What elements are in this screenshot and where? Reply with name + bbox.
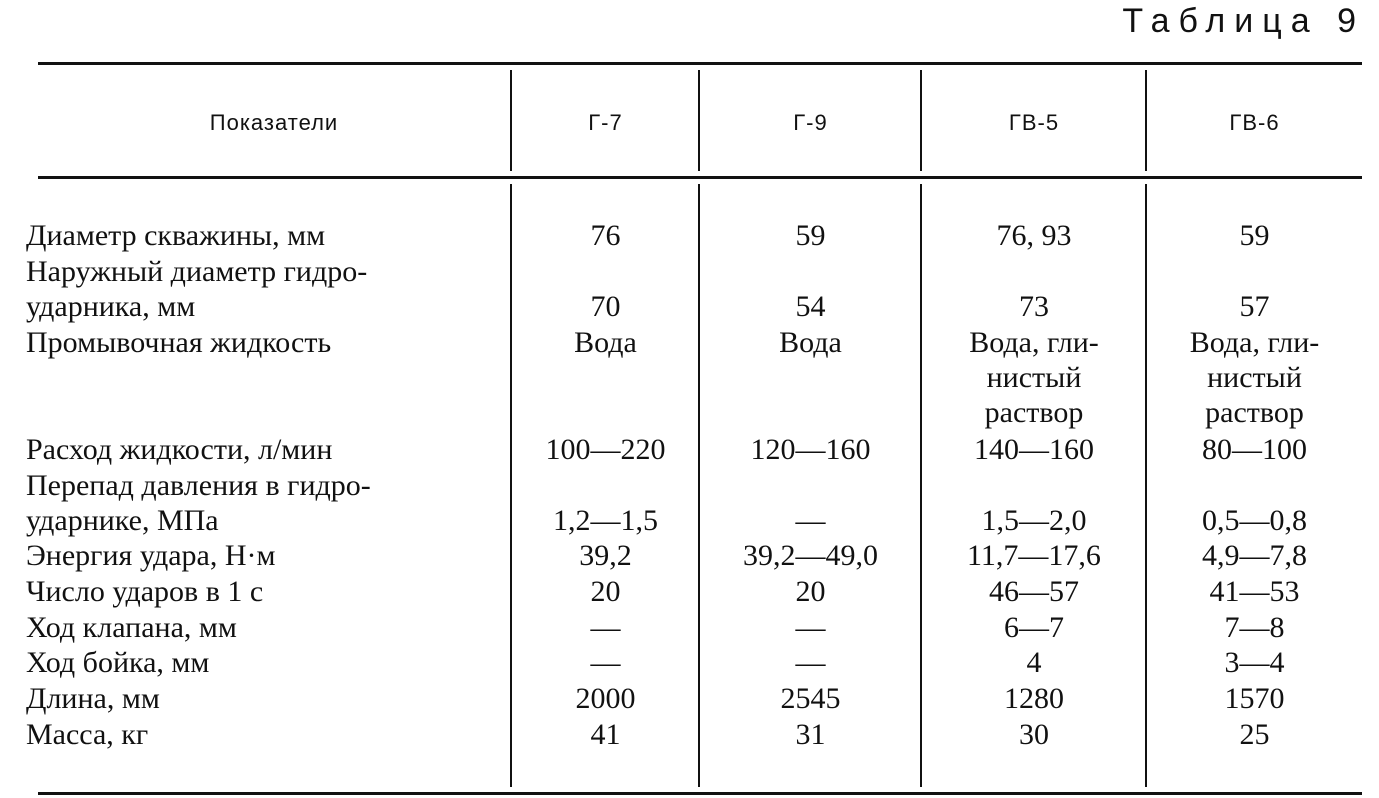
cell-outer-diameter-gv5: 73 [1019,290,1049,323]
cell-flow-g9: 120—160 [750,433,871,466]
cell-blows-g7: 20 [590,575,621,608]
cell-diameter-g7: 76 [590,219,621,252]
cell-energy-g9: 39,2—49,0 [743,539,878,572]
cell-flow-gv5: 140—160 [974,433,1094,466]
header-g7: Г-7 [588,110,623,135]
cell-length-g7: 2000 [575,682,636,715]
header-gv5: ГВ-5 [1008,110,1060,135]
cell-outer-diameter-g7: 70 [590,290,621,323]
cell-fluid-gv6-line1: Вода, гли- [1189,326,1320,359]
header-indicator: Показатели [209,110,339,135]
row-label-flow: Расход жидкости, л/мин [26,433,333,466]
top-rule [38,62,1362,65]
cell-outer-diameter-gv6: 57 [1239,290,1270,323]
row-label-valve-stroke: Ход клапана, мм [26,611,237,644]
cell-length-gv5: 1280 [1004,682,1064,715]
row-label-diameter: Диаметр скважины, мм [26,219,326,252]
cell-valve-stroke-g7: — [590,611,621,644]
row-label-mass: Масса, кг [26,718,149,751]
row-label-length: Длина, мм [26,682,160,715]
header-g9: Г-9 [793,110,828,135]
cell-diameter-g9: 59 [795,219,826,252]
row-label-striker-stroke: Ход бойка, мм [26,646,210,679]
cell-energy-gv5: 11,7—17,6 [967,539,1101,572]
cell-outer-diameter-g9: 54 [795,290,826,323]
cell-fluid-gv6-line2: нистый [1207,361,1302,394]
table-caption: Таблица 9 [1122,2,1365,40]
cell-mass-g7: 41 [590,718,621,751]
header-rule [38,176,1362,179]
cell-length-g9: 2545 [780,682,841,715]
cell-valve-stroke-g9: — [795,611,826,644]
row-label-pressure-1: Перепад давления в гидро- [26,469,371,502]
cell-pressure-gv5: 1,5—2,0 [981,504,1087,537]
cell-blows-gv6: 41—53 [1209,575,1300,608]
cell-pressure-g7: 1,2—1,5 [553,504,658,537]
cell-valve-stroke-gv5: 6—7 [1004,611,1064,644]
cell-flow-gv6: 80—100 [1202,433,1307,466]
row-label-pressure-2: ударнике, МПа [26,504,219,537]
cell-striker-stroke-gv6: 3—4 [1224,646,1285,679]
cell-fluid-gv5-line3: раствор [984,396,1084,429]
cell-mass-gv5: 30 [1019,718,1049,751]
cell-fluid-gv5-line1: Вода, гли- [969,326,1099,359]
row-label-outer-diameter-2: ударника, мм [26,290,196,323]
cell-pressure-g9: — [795,504,826,537]
cell-length-gv6: 1570 [1224,682,1285,715]
row-label-fluid: Промывочная жидкость [26,326,332,359]
cell-fluid-gv6-line3: раствор [1205,396,1304,429]
cell-fluid-g9: Вода [779,326,842,359]
row-label-blows: Число ударов в 1 с [26,575,264,608]
cell-mass-g9: 31 [795,718,826,751]
cell-pressure-gv6: 0,5—0,8 [1202,504,1307,537]
cell-mass-gv6: 25 [1239,718,1270,751]
cell-striker-stroke-g9: — [795,646,826,679]
row-label-energy: Энергия удара, Н·м [26,539,276,572]
bottom-rule [38,792,1362,795]
row-label-outer-diameter-1: Наружный диаметр гидро- [26,255,368,288]
cell-energy-gv6: 4,9—7,8 [1202,539,1307,572]
cell-blows-g9: 20 [795,575,826,608]
cell-diameter-gv6: 59 [1239,219,1270,252]
cell-blows-gv5: 46—57 [989,575,1079,608]
cell-fluid-gv5-line2: нистый [986,361,1082,394]
cell-diameter-gv5: 76, 93 [996,219,1072,252]
cell-striker-stroke-gv5: 4 [1026,646,1042,679]
header-gv6: ГВ-6 [1229,110,1280,135]
cell-striker-stroke-g7: — [590,646,621,679]
cell-valve-stroke-gv6: 7—8 [1224,611,1285,644]
cell-fluid-g7: Вода [574,326,637,359]
cell-flow-g7: 100—220 [545,433,666,466]
cell-energy-g7: 39,2 [579,539,632,572]
